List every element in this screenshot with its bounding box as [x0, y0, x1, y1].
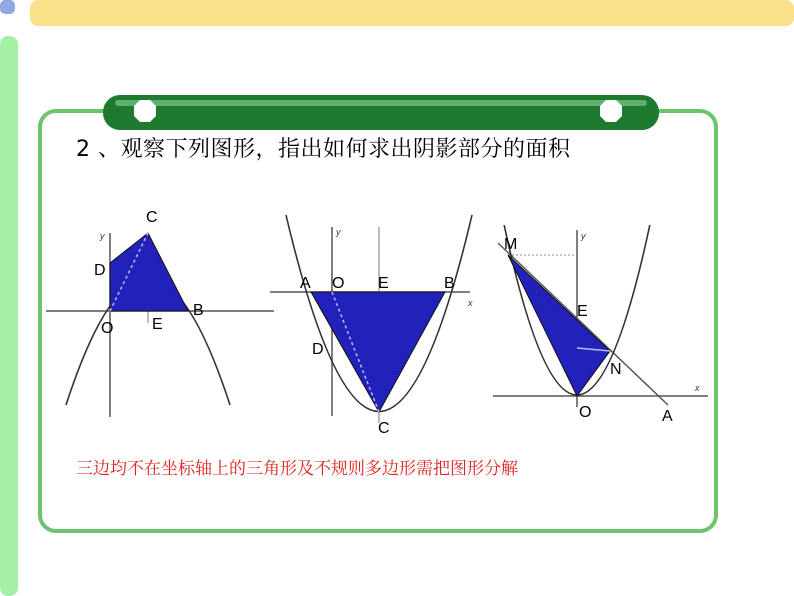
title-banner [103, 95, 659, 130]
top-accent-bar [30, 0, 794, 26]
point-label-o: O [579, 404, 592, 421]
point-label-o: O [101, 320, 114, 337]
point-label-o: O [332, 275, 345, 292]
figure-3 [490, 225, 715, 427]
point-label-b: B [193, 302, 204, 319]
x-axis-label: x [695, 383, 700, 393]
decomposition-note: 三边均不在坐标轴上的三角形及不规则多边形需把图形分解 [76, 459, 518, 479]
point-label-n: N [610, 361, 622, 378]
question-title: 2 、观察下列图形，指出如何求出阴影部分的面积 [76, 137, 571, 162]
x-axis-label: x [468, 298, 473, 308]
banner-right-octagon [600, 100, 622, 122]
y-axis-label: y [336, 227, 341, 237]
y-axis-label: y [581, 231, 586, 241]
point-label-a: A [662, 408, 673, 425]
point-label-a: A [300, 275, 311, 292]
shaded-quadrilateral [110, 233, 188, 311]
figure-2 [270, 213, 482, 438]
point-label-e: E [378, 275, 389, 292]
left-accent-bar [0, 36, 18, 596]
point-label-c: C [146, 209, 158, 226]
point-label-c: C [378, 420, 390, 437]
shaded-triangle [508, 255, 610, 396]
shaded-triangle [311, 292, 445, 412]
point-label-b: B [444, 275, 455, 292]
point-label-e: E [152, 316, 163, 333]
figure-1 [46, 205, 274, 417]
point-label-e: E [577, 303, 588, 320]
y-axis-label: y [100, 231, 105, 241]
top-left-corner-bar [0, 0, 15, 14]
point-label-m: M [504, 236, 518, 253]
point-label-d: D [94, 262, 106, 279]
point-label-d: D [312, 341, 324, 358]
banner-left-octagon [134, 100, 156, 122]
